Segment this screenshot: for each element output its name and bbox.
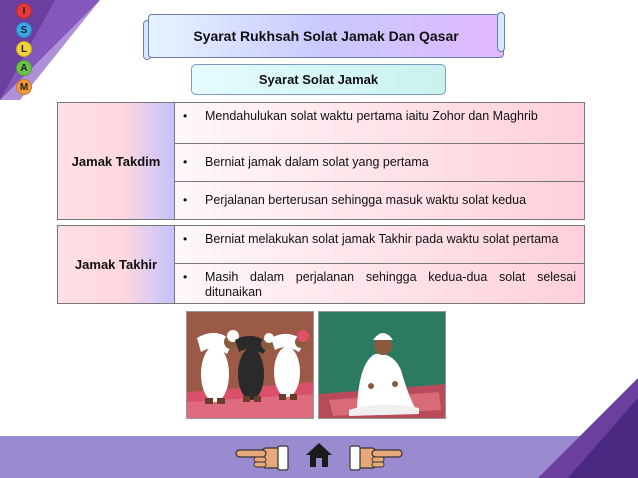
section-subtitle (191, 64, 446, 95)
next-button[interactable] (348, 440, 406, 474)
group-label-jamak-takdim (58, 103, 175, 219)
page-title: Syarat Rukhsah Solat Jamak Dan Qasar (193, 28, 459, 44)
banner-scroll-curl-right (497, 12, 505, 52)
list-item (175, 264, 584, 303)
bullet-icon: • (183, 193, 188, 207)
section-subtitle-text: Syarat Solat Jamak (258, 72, 379, 87)
pointing-hand-right-icon (348, 440, 406, 474)
group-label-jamak-takhir (58, 226, 175, 303)
list-item-text: Berniat melakukan solat jamak Takhir pada waktu solat pertama (205, 232, 559, 246)
group-label-text: Jamak Takhir (74, 257, 158, 272)
list-item (175, 182, 584, 219)
group-jamak-takhir (57, 225, 585, 304)
page-title-banner (148, 14, 504, 58)
group-items (175, 226, 584, 303)
bullet-icon: • (183, 270, 188, 284)
bullet-icon: • (183, 155, 188, 169)
bullet-icon: • (183, 232, 188, 246)
list-item (175, 103, 584, 144)
group-label-text: Jamak Takdim (71, 153, 161, 169)
corner-decoration-bottom-right (538, 378, 638, 478)
list-item-text: Perjalanan berterusan sehingga masuk waktu solat kedua (205, 193, 527, 207)
home-icon (304, 440, 334, 470)
group-items (175, 103, 584, 219)
bullet-icon: • (183, 109, 188, 123)
list-item-text: Berniat jamak dalam solat yang pertama (205, 155, 429, 169)
illustration-jamaah-rukuk (186, 311, 314, 419)
corner-decoration-top-left (0, 0, 100, 100)
illustration-duduk-tahiyat (318, 311, 446, 419)
home-button[interactable] (304, 440, 334, 470)
list-item (175, 226, 584, 264)
letter-s: S (16, 22, 32, 38)
list-item-text: Masih dalam perjalanan sehingga kedua-dua solat selesai ditunaikan (205, 270, 576, 299)
list-item-text: Mendahulukan solat waktu pertama iaitu Zohor dan Maghrib (205, 109, 538, 123)
pointing-hand-left-icon (232, 440, 290, 474)
islam-letters (16, 3, 40, 98)
letter-l: L (16, 41, 32, 57)
group-jamak-takdim (57, 102, 585, 220)
list-item (175, 144, 584, 182)
letter-i: I (16, 3, 32, 19)
letter-a: A (16, 60, 32, 76)
prev-button[interactable] (232, 440, 290, 474)
letter-m: M (16, 79, 32, 95)
